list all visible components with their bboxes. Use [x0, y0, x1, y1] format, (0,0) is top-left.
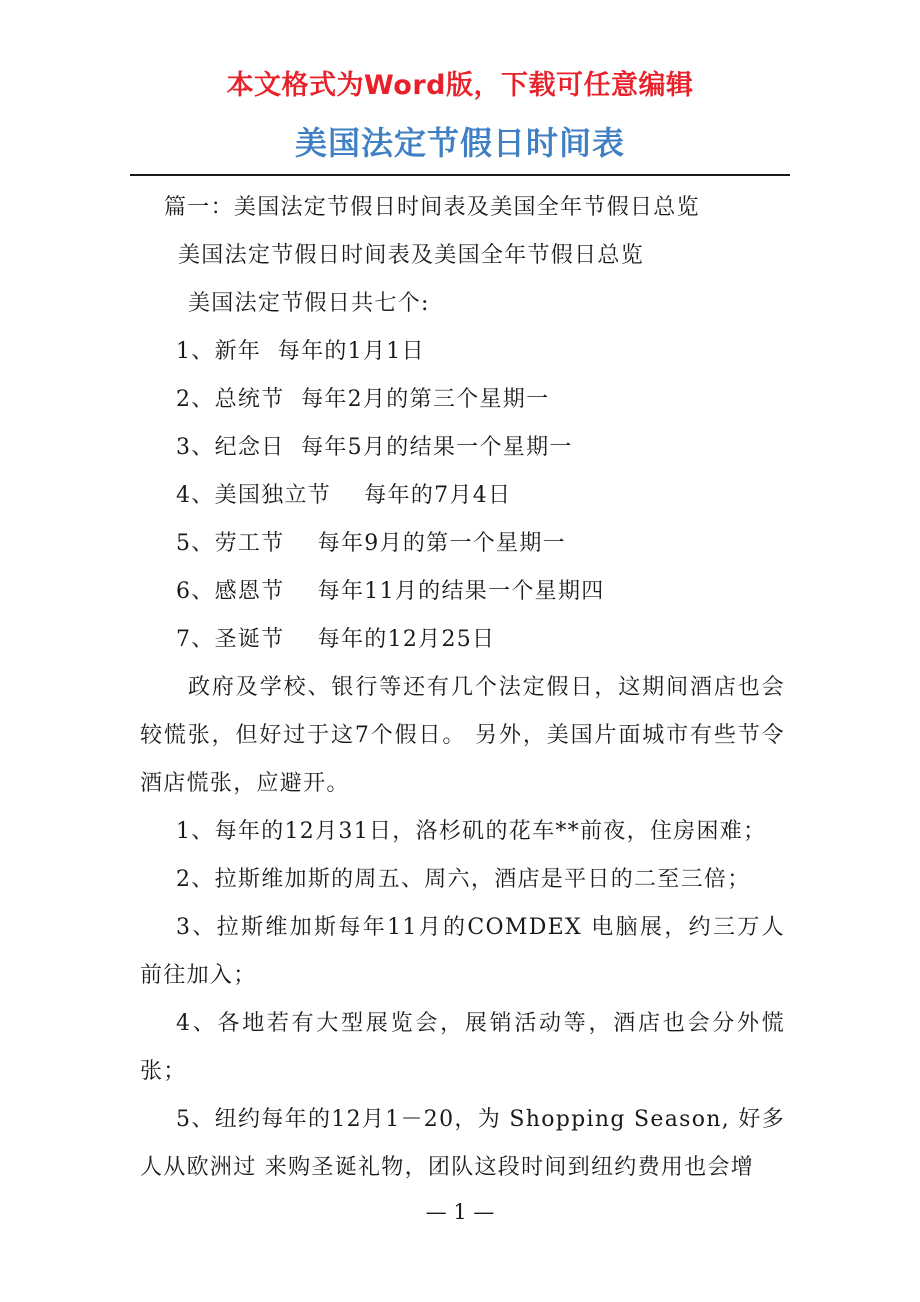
holiday-item-2: 2、总统节 每年2月的第三个星期一: [176, 387, 550, 412]
download-banner: 本文格式为Word版，下载可任意编辑: [226, 70, 694, 101]
holiday-item-5: 5、劳工节 每年9月的第一个星期一: [176, 531, 566, 556]
document-title: 美国法定节假日时间表: [294, 124, 625, 162]
busy-note-5: 5、纽约每年的12月1－20，为 Shopping Season, 好多人从欧洲过 来购圣诞礼物，团队这段时间到纽约费用也会增: [140, 1107, 785, 1180]
holiday-item-4: 4、美国独立节 每年的7月4日: [176, 483, 512, 508]
document-body: [140, 184, 785, 1192]
holiday-item-3: 3、纪念日 每年5月的结果一个星期一: [176, 435, 573, 460]
article-heading: 篇一：美国法定节假日时间表及美国全年节假日总览: [164, 195, 700, 220]
title-divider: [130, 174, 790, 176]
page-number: — 1 —: [425, 1200, 495, 1224]
busy-note-1: 1、每年的12月31日，洛杉矶的花车**前夜，住房困难；: [176, 819, 767, 844]
busy-note-4: 4、各地若有大型展览会，展销活动等，酒店也会分外慌张；: [140, 1011, 785, 1084]
busy-note-3: 3、拉斯维加斯每年11月的COMDEX 电脑展，约三万人前往加入；: [140, 915, 785, 988]
holiday-item-6: 6、感恩节 每年11月的结果一个星期四: [176, 579, 605, 604]
holiday-item-7: 7、圣诞节 每年的12月25日: [176, 627, 496, 652]
busy-note-2: 2、拉斯维加斯的周五、周六，酒店是平日的二至三倍；: [176, 867, 751, 892]
busy-period-paragraph: 政府及学校、银行等还有几个法定假日，这期间酒店也会较慌张，但好过于这7个假日。 另外，美国片面城市有些节令酒店慌张，应避开。: [140, 675, 785, 796]
holiday-intro: 美国法定节假日共七个:: [188, 291, 430, 316]
article-subheading: 美国法定节假日时间表及美国全年节假日总览: [178, 243, 645, 268]
holiday-item-1: 1、新年 每年的1月1日: [176, 339, 425, 364]
